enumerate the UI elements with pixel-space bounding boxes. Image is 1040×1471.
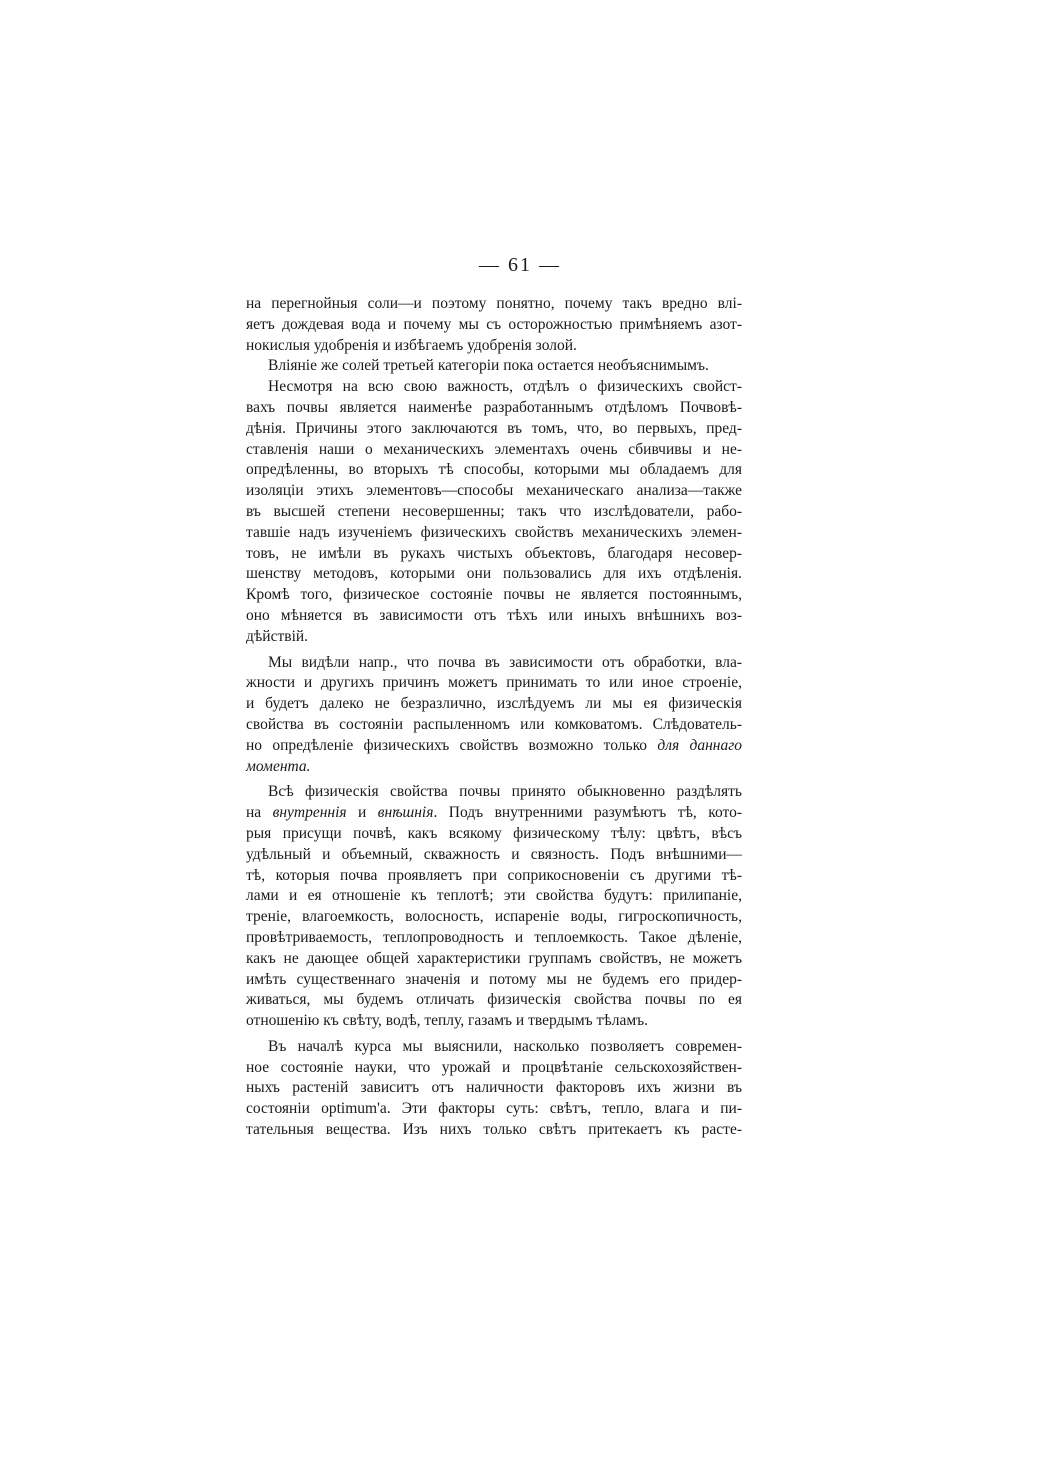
text-line: изоляціи этихъ элементовъ—способы механическаго анализа—также [246,482,742,500]
text-line: живаться, мы будемъ отличать физическія свойства почвы по ея [246,991,742,1009]
text-line: свойства въ состояніи распыленномъ или комковатомъ. Слѣдователь- [246,715,742,733]
text-line: нокислыя удобренія и избѣгаемъ удобренія золой. [246,336,577,354]
text-run: но опредѣленіе физическихъ свойствъ возможно только [246,736,658,754]
text-line: яетъ дождевая вода и почему мы съ осторожностью примѣняемъ азот- [246,315,742,333]
text-line: удѣльный и объемный, скважность и связность. Подъ внѣшними— [246,845,742,863]
text-line [246,803,742,824]
italic-text-run: внутреннія [272,804,347,822]
text-line: лами и ея отношеніе къ теплотѣ; эти свойства будутъ: прилипаніе, [246,887,742,905]
text-line: тѣ, которыя почва проявляетъ при соприкосновеніи съ другими тѣ- [246,866,742,884]
body-text [246,294,742,1141]
text-line: состояніи optimum'а. Эти факторы суть: свѣтъ, тепло, влага и пи- [246,1100,742,1118]
text-run: . Подъ внутренними разумѣютъ тѣ, кото- [433,804,742,822]
text-line: Мы видѣли напр., что почва въ зависимости отъ обработки, вла- [268,653,742,671]
text-line: дѣнія. Причины этого заключаются въ томъ, что, во первыхъ, пред- [246,419,742,437]
text-line: оно мѣняется въ зависимости отъ тѣхъ или иныхъ внѣшнихъ воз- [246,606,742,624]
text-line [246,736,742,757]
text-line: Несмотря на всю свою важность, отдѣлъ о физическихъ свойст- [268,378,742,396]
text-line: и будетъ далеко не безразлично, изслѣдуемъ ли мы ея физическія [246,695,742,713]
text-line: вахъ почвы является наименѣе разработаннымъ отдѣломъ Почвовѣ- [246,398,742,416]
text-line: тавшіе надъ изученіемъ физическихъ свойствъ механическихъ элемен- [246,523,742,541]
text-line: треніе, влагоемкость, волосность, испареніе воды, гигроскопичность, [246,908,742,926]
text-line: товъ, не имѣли въ рукахъ чистыхъ объектовъ, благодаря несовер- [246,544,742,562]
text-line: шенству методовъ, которыми они пользовались для ихъ отдѣленія. [246,565,742,583]
text-line: Въ началѣ курса мы выяснили, насколько позволяетъ современ- [268,1037,742,1055]
text-line: Кромѣ того, физическое состояніе почвы не является постояннымъ, [246,586,742,604]
text-line: дѣйствій. [246,627,309,645]
text-line: какъ не дающее общей характеристики группамъ свойствъ, не можетъ [246,949,742,967]
italic-text-run: для даннаго [657,736,742,754]
text-line: имѣть существеннаго значенія и потому мы не будемъ его придер- [246,970,742,988]
text-line: жности и другихъ причинъ можетъ принимать то или иное строеніе, [246,674,742,692]
text-line: ныхъ растеній зависитъ отъ наличности факторовъ ихъ жизни въ [246,1079,742,1097]
text-line: въ высшей степени несовершенны; такъ что изслѣдователи, рабо- [246,502,742,520]
text-run: и [346,804,378,822]
text-line: Всѣ физическія свойства почвы принято обыкновенно раздѣлять [268,783,742,801]
text-line: на перегнойныя соли—и поэтому понятно, почему такъ вредно влі- [246,295,742,312]
page-number: — 61 — [479,254,561,276]
text-line: ставленія наши о механическихъ элементахъ очень сбивчивы и не- [246,440,742,458]
text-line: ное состояніе науки, что урожай и процвѣтаніе сельскохозяйствен- [246,1058,742,1076]
text-line: отношенію къ свѣту, водѣ, теплу, газамъ и твердымъ тѣламъ. [246,1012,649,1030]
text-line: опредѣленны, во вторыхъ тѣ способы, которыми мы обладаемъ для [246,461,742,479]
text-line: тательныя вещества. Изъ нихъ только свѣтъ притекаетъ къ расте- [246,1121,742,1139]
italic-text-run: внѣшнія [377,804,434,822]
text-line: провѣтриваемость, теплопроводность и теплоемкость. Такое дѣленіе, [246,928,742,946]
text-run: на [246,804,273,822]
text-line: момента. [246,757,311,775]
text-line: рыя присущи почвѣ, какъ всякому физическому тѣлу: цвѣтъ, вѣсъ [246,824,742,842]
text-line: Вліяніе же солей третьей категоріи пока остается необъяснимымъ. [268,357,709,375]
